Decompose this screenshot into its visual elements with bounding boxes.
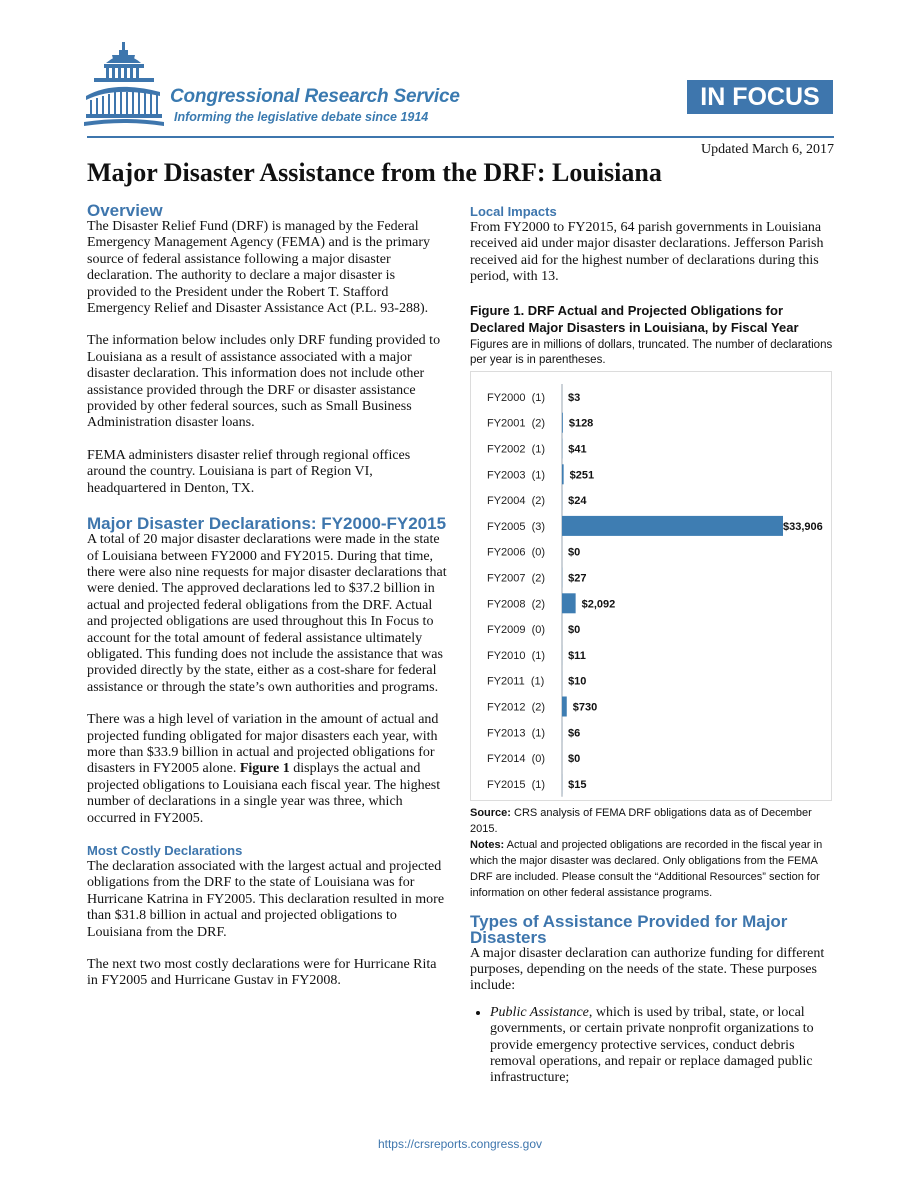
- figure-title: Figure 1. DRF Actual and Projected Obligations for Declared Major Disasters in Louisiana, by Fiscal Year: [470, 302, 799, 335]
- bar: [562, 696, 567, 716]
- figure-1-chart: [470, 371, 832, 801]
- category-label: FY2010 (1): [487, 649, 546, 662]
- value-label: $730: [572, 701, 598, 714]
- figure-source: [470, 805, 834, 837]
- category-label: FY2006 (0): [487, 546, 546, 559]
- overview-paragraph-3: FEMA administers disaster relief through regional offices around the country. Louisiana is part of Region VI, headquartered in Denton, TX.: [87, 447, 411, 496]
- bar: [562, 593, 576, 613]
- local-impacts-paragraph: From FY2000 to FY2015, 64 parish governments in Louisiana received aid under major disaster declarations. Jefferson Parish received aid for the highest number of declarations during this period, with 13.: [470, 220, 824, 285]
- costly-paragraph-1: The declaration associated with the largest actual and projected obligations from the DRF to the state of Louisiana was for Hurricane Katrina in FY2005. This declaration resulted in more than $31.8 billion in actual and projected obligations to Louisiana from the DRF.: [87, 859, 445, 940]
- figure-notes: [470, 837, 834, 901]
- header-rule: [87, 136, 834, 138]
- list-item: [490, 1005, 834, 1087]
- category-label: FY2014 (0): [487, 752, 546, 765]
- category-label: FY2000 (1): [487, 391, 546, 404]
- value-label: $6: [568, 726, 581, 739]
- category-label: FY2008 (2): [487, 597, 546, 610]
- category-label: FY2002 (1): [487, 443, 546, 456]
- notes-label: Notes:: [470, 838, 505, 851]
- category-label: FY2003 (1): [487, 468, 546, 481]
- report-header: [0, 0, 920, 157]
- capitol-dome-icon: [84, 40, 174, 130]
- value-label: $3: [568, 391, 581, 404]
- org-tagline: Informing the legislative debate since 1914: [174, 110, 429, 124]
- assistance-list: [470, 1005, 834, 1087]
- category-label: FY2015 (1): [487, 778, 546, 791]
- updated-date: Updated March 6, 2017: [701, 142, 834, 157]
- category-label: FY2004 (2): [487, 494, 546, 507]
- bar: [562, 464, 564, 484]
- local-impacts-heading: Local Impacts: [470, 204, 557, 219]
- page-title: Major Disaster Assistance from the DRF: Louisiana: [87, 158, 662, 187]
- category-label: FY2009 (0): [487, 623, 546, 636]
- value-label: $0: [568, 546, 581, 559]
- value-label: $2,092: [581, 597, 616, 610]
- category-label: FY2001 (2): [487, 417, 546, 430]
- overview-heading: Overview: [87, 201, 163, 220]
- figure-subtitle: Figures are in millions of dollars, truncated. The number of declarations per year is in parentheses.: [470, 338, 833, 366]
- value-label: $0: [568, 752, 581, 765]
- types-heading: Types of Assistance Provided for Major Disasters: [470, 911, 788, 947]
- value-label: $0: [568, 623, 581, 636]
- costly-heading: Most Costly Declarations: [87, 843, 243, 858]
- declarations-paragraph-2: [87, 712, 447, 827]
- obligations-bar-chart: [471, 372, 831, 800]
- value-label: $10: [568, 675, 587, 688]
- org-name: Congressional Research Service: [170, 86, 460, 107]
- source-text: CRS analysis of FEMA DRF obligations data as of December 2015.: [470, 806, 812, 835]
- value-label: $24: [568, 494, 587, 507]
- declarations-text-b: displays the actual and projected obligations to Louisiana each fiscal year. The highest number of declarations in a single year was three, which occurred in FY2005.: [87, 761, 441, 826]
- category-label: FY2013 (1): [487, 726, 546, 739]
- value-label: $33,906: [783, 520, 823, 533]
- declarations-paragraph-1: A total of 20 major disaster declarations were made in the state of Louisiana between FY2000 and FY2015. During that time, there were also nine requests for major disaster declarations that were denied. The approved declarations led to $37.2 billion in actual and projected federal obligations from the DRF. Actual and projected obligations are used throughout this In Focus to account for the total amount of federal assistance ultimately obligated. This funding does not include the assistance that was provided directly by the state, either as a cost-share for federal assistance or through the state’s own authorities and programs.: [87, 532, 447, 695]
- value-label: $15: [568, 778, 587, 791]
- declarations-heading: Major Disaster Declarations: FY2000-FY2015: [87, 514, 447, 534]
- source-label: Source:: [470, 806, 511, 819]
- value-label: $11: [568, 649, 586, 662]
- value-label: $251: [569, 468, 595, 481]
- figure-1-reference: Figure 1: [239, 761, 290, 777]
- value-label: $41: [568, 443, 587, 456]
- overview-paragraph-2: The information below includes only DRF funding provided to Louisiana as a result of assistance associated with a major disaster declaration. This information does not include other assistance provided through the DRF or disaster assistance provided by other federal sources, such as Small Business Administration disaster loans.: [87, 333, 441, 431]
- value-label: $27: [568, 572, 587, 585]
- costly-paragraph-2: The next two most costly declarations were for Hurricane Rita in FY2005 and Hurricane Gustav in FY2008.: [87, 957, 437, 989]
- in-focus-badge: IN FOCUS: [687, 80, 833, 114]
- category-label: FY2011 (1): [487, 675, 545, 688]
- bar: [562, 516, 783, 536]
- value-label: $128: [568, 417, 594, 430]
- category-label: FY2012 (2): [487, 701, 546, 714]
- category-label: FY2007 (2): [487, 572, 546, 585]
- bullet-term: Public Assistance: [490, 1004, 589, 1020]
- overview-paragraph-1: The Disaster Relief Fund (DRF) is managed by the Federal Emergency Management Agency (FEMA) and is the primary source of federal assistance following a major disaster declaration. The authority to declare a major disaster is provided to the President under the Robert T. Stafford Emergency Relief and Disaster Assistance Act (P.L. 93-288).: [87, 219, 431, 317]
- bullet-text: , which is used by tribal, state, or local governments, or certain private nonprofit organizations to provide emergency protective services, conduct debris removal operations, and repair or replace damaged public infrastructure;: [490, 1004, 814, 1086]
- declarations-text-a: There was a high level of variation in the amount of actual and projected funding obligated for major disasters each year, with more than $33.9 billion in actual and projected obligations for disasters in FY2005 alone.: [87, 712, 439, 777]
- types-paragraph: A major disaster declaration can authorize funding for different purposes, depending on the needs of the state. These purposes include:: [470, 945, 825, 994]
- bar: [562, 412, 563, 432]
- category-label: FY2005 (3): [487, 520, 546, 533]
- left-column: [87, 200, 447, 990]
- notes-text: Actual and projected obligations are recorded in the fiscal year in which the major disaster was declared. Only obligations from the FEMA DRF are included. Please consult the “Additional Resources” section for information on other federal assistance programs.: [470, 838, 823, 899]
- right-column: [470, 200, 834, 1087]
- footer-url[interactable]: https://crsreports.congress.gov: [377, 1137, 543, 1151]
